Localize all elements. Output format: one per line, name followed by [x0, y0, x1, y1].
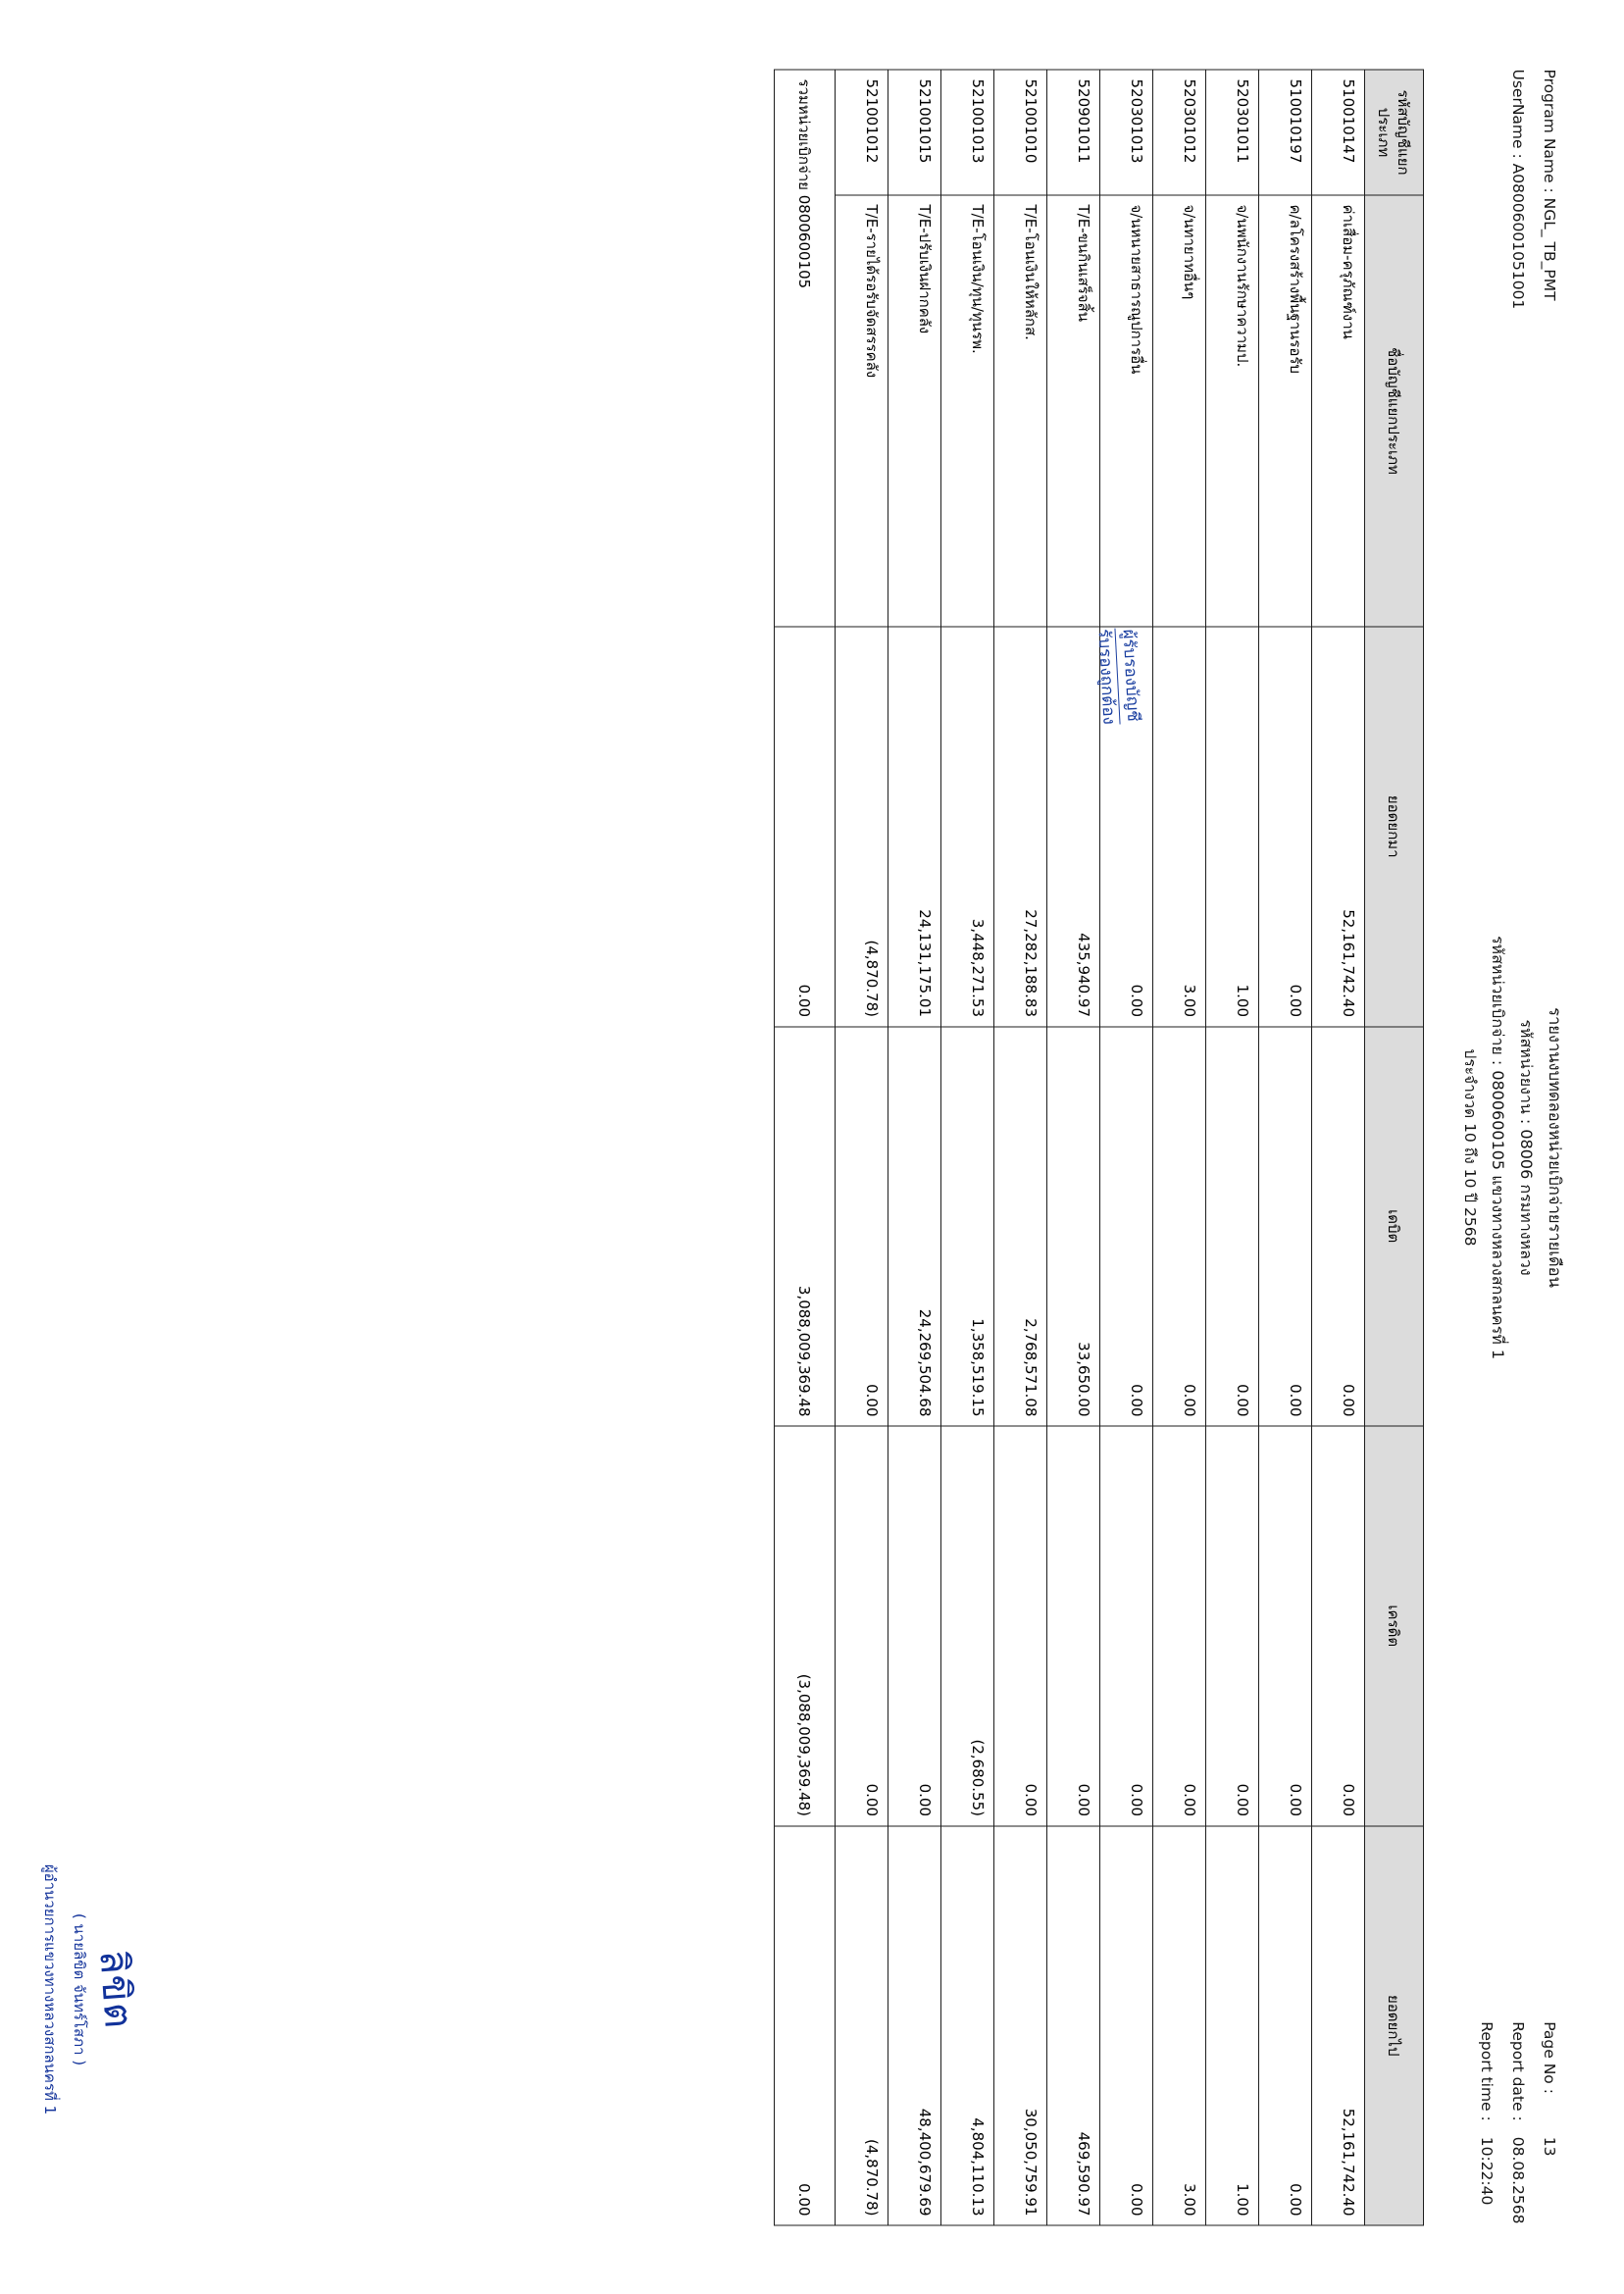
- cell-opening: 435,940.97: [1047, 627, 1100, 1027]
- cell-opening: (4,870.78): [836, 627, 888, 1027]
- cell-name: ค/ลโครงสร้างพื้นฐานรอรับ: [1259, 195, 1312, 627]
- cell-credit: 0.00: [994, 1426, 1047, 1826]
- header-right-block: [1471, 2021, 1565, 2223]
- cell-debit: 0.00: [836, 1026, 888, 1426]
- report-time-value: 10:22:40: [1478, 2136, 1496, 2205]
- cell-name: T/E-ขนกินเสร็จสิ้น: [1047, 195, 1100, 627]
- table-header-row: [1365, 70, 1424, 2225]
- col-credit: เครดิต: [1365, 1426, 1424, 1826]
- table-body: [775, 70, 1365, 2225]
- stamp-line-1: ผู้รับรองบัญชี: [1114, 627, 1143, 724]
- report-time-label: Report time :: [1478, 2020, 1496, 2121]
- cell-code: 521001012: [836, 70, 888, 195]
- table-row: [941, 70, 994, 2225]
- cell-credit: 0.00: [1047, 1426, 1100, 1826]
- report-date-value: 08.08.2568: [1509, 2136, 1527, 2223]
- cell-code: 520301011: [1206, 70, 1259, 195]
- cell-debit: 24,269,504.68: [888, 1026, 941, 1426]
- signatory-name: ( นายลิขิต จันทร์โสภา ): [71, 1912, 88, 2065]
- cell-opening: 3,448,271.53: [941, 627, 994, 1027]
- table-total-row: [775, 70, 836, 2225]
- cell-name: T/E-รายได้รอรับจัดสรรคลัง: [836, 195, 888, 627]
- cell-opening: 1.00: [1206, 627, 1259, 1027]
- cell-debit: 0.00: [1206, 1026, 1259, 1426]
- cell-debit: 0.00: [1312, 1026, 1365, 1426]
- cell-debit: 0.00: [1153, 1026, 1206, 1426]
- cell-opening: 3.00: [1153, 627, 1206, 1027]
- cell-closing: 4,804,110.13: [941, 1825, 994, 2225]
- cell-closing: 30,050,759.91: [994, 1825, 1047, 2225]
- report-header: [1424, 69, 1571, 2225]
- cell-debit: 0.00: [1100, 1026, 1153, 1426]
- cell-opening: 27,282,188.83: [994, 627, 1047, 1027]
- cell-opening: 52,161,742.40: [1312, 627, 1365, 1027]
- cell-code: 510010197: [1259, 70, 1312, 195]
- cell-closing: 3.00: [1153, 1825, 1206, 2225]
- cell-opening: 0.00: [1100, 627, 1153, 1027]
- cell-credit: 0.00: [1153, 1426, 1206, 1826]
- trial-balance-table: [774, 69, 1424, 2225]
- table-row: [888, 70, 941, 2225]
- col-debit: เดบิต: [1365, 1026, 1424, 1426]
- cell-name: T/E-โอนเงิน/ทุน/ทุนรพ.: [941, 195, 994, 627]
- cell-closing: (4,870.78): [836, 1825, 888, 2225]
- cell-debit: 0.00: [1259, 1026, 1312, 1426]
- cell-opening: 24,131,175.01: [888, 627, 941, 1027]
- table-row: [994, 70, 1047, 2225]
- agency-code: รหัสหน่วยงาน : 08006 กรมทางหลวง: [1517, 1018, 1536, 1276]
- header-title-block: [1455, 69, 1569, 2225]
- col-closing-balance: ยอดยกไป: [1365, 1825, 1424, 2225]
- cell-name: จ/นหนายสาธารณูปการอื่น: [1100, 195, 1153, 627]
- cell-code: 521001015: [888, 70, 941, 195]
- total-closing: 0.00: [775, 1825, 836, 2225]
- table-row: [836, 70, 888, 2225]
- signatory-title: ผู้อำนวยการแขวงทางหลวงสกลนครที่ 1: [41, 1863, 59, 2115]
- col-opening-balance: ยอดยกมา: [1365, 627, 1424, 1027]
- table-row: [1206, 70, 1259, 2225]
- cell-closing: 1.00: [1206, 1825, 1259, 2225]
- cell-closing: 52,161,742.40: [1312, 1825, 1365, 2225]
- cell-credit: 0.00: [836, 1426, 888, 1826]
- program-name: Program Name : NGL_ TB_PMT: [1541, 69, 1558, 301]
- cell-debit: 33,650.00: [1047, 1026, 1100, 1426]
- handwritten-signature: ลิขิต: [90, 1948, 141, 2030]
- col-gl-name: ชื่อบัญชีแยกประเภท: [1365, 195, 1424, 627]
- cell-name: ค่าเสื่อม-ครุภัณฑ์งาน: [1312, 195, 1365, 627]
- cell-closing: 0.00: [1259, 1825, 1312, 2225]
- total-opening: 0.00: [775, 627, 836, 1027]
- table-row: [1047, 70, 1100, 2225]
- page-no-label: Page No :: [1541, 2020, 1558, 2094]
- total-debit: 3,088,009,369.48: [775, 1026, 836, 1426]
- cell-credit: 0.00: [1259, 1426, 1312, 1826]
- cell-name: จ/นพนักงานรักษาความป.: [1206, 195, 1259, 627]
- cell-name: T/E-โอนเงินให้หลักส.: [994, 195, 1047, 627]
- report-date-label: Report date :: [1509, 2020, 1527, 2121]
- cell-opening: 0.00: [1259, 627, 1312, 1027]
- cell-credit: 0.00: [1206, 1426, 1259, 1826]
- table-row: [1259, 70, 1312, 2225]
- cell-name: T/E-ปรับเงินฝากคลัง: [888, 195, 941, 627]
- page-no-value: 13: [1541, 2136, 1558, 2156]
- cell-credit: 0.00: [1312, 1426, 1365, 1826]
- cell-code: 521001010: [994, 70, 1047, 195]
- total-credit: (3,088,009,369.48): [775, 1426, 836, 1826]
- cell-closing: 469,590.97: [1047, 1825, 1100, 2225]
- approval-stamp: [1092, 627, 1143, 725]
- cell-debit: 2,768,571.08: [994, 1026, 1047, 1426]
- cell-code: 510010147: [1312, 70, 1365, 195]
- cell-code: 520301013: [1100, 70, 1153, 195]
- disbursement-unit: รหัสหน่วยเบิกจ่าย : 0800600105 แขวงทางหลวงสกลนครที่ 1: [1489, 935, 1507, 1359]
- cell-closing: 48,400,679.69: [888, 1825, 941, 2225]
- cell-code: 520301012: [1153, 70, 1206, 195]
- table-row: [1153, 70, 1206, 2225]
- report-title: รายงานงบทดลองหน่วยเบิกจ่ายรายเดือน: [1546, 1006, 1564, 1288]
- cell-closing: 0.00: [1100, 1825, 1153, 2225]
- user-name: UserName : A08006001051001: [1509, 69, 1527, 309]
- total-label: รวมหน่วยเบิกจ่าย 0800600105: [775, 70, 836, 627]
- table-row: [1312, 70, 1365, 2225]
- signature-block: [35, 1778, 141, 2200]
- stamp-line-2: รับรองถูกต้อง: [1093, 628, 1119, 725]
- table-row: [1100, 70, 1153, 2225]
- cell-debit: 1,358,519.15: [941, 1026, 994, 1426]
- cell-code: 521001013: [941, 70, 994, 195]
- cell-name: จ/นทายาทอื่นๆ: [1153, 195, 1206, 627]
- period: ประจำงวด 10 ถึง 10 ปี 2568: [1461, 1048, 1479, 1246]
- cell-credit: 0.00: [1100, 1426, 1153, 1826]
- cell-credit: (2,680.55): [941, 1426, 994, 1826]
- col-gl-code: รหัสบัญชีแยกประเภท: [1365, 70, 1424, 195]
- cell-credit: 0.00: [888, 1426, 941, 1826]
- cell-code: 520901011: [1047, 70, 1100, 195]
